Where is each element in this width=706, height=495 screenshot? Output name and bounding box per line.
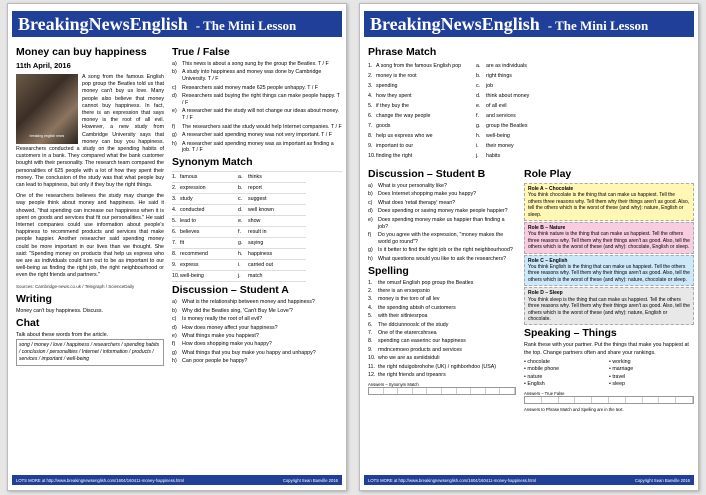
role-cards <box>524 183 694 325</box>
list-item: d) Does spending or saving money make people happier? <box>368 208 508 215</box>
list-item: c) What does 'retail therapy' mean? <box>368 199 456 206</box>
row-letter: f. <box>238 227 248 238</box>
row-number: 10. <box>368 153 376 159</box>
article-column <box>16 44 164 468</box>
phrase-end: habits <box>486 153 501 159</box>
phrase-end: are as individuals <box>486 63 527 69</box>
list-item: 6. The ddciunnooslc of the study <box>368 321 449 328</box>
thing-item: • travel <box>609 373 626 380</box>
row-number: 8. <box>368 133 373 139</box>
phrase-start: how they spent <box>376 93 412 99</box>
chat-text: Talk about these words from the article. <box>16 331 109 338</box>
footer-bar <box>364 475 694 485</box>
row-letter: i. <box>238 260 248 271</box>
row-number: 2. <box>172 183 180 194</box>
row-letter: d. <box>238 205 248 216</box>
phrase-start: important to our <box>376 143 414 149</box>
synonym-word: believes <box>180 227 238 238</box>
answers-note: Answers to Phrase Match and Spelling are in the text. <box>524 407 624 413</box>
phrase-end: well-being <box>486 133 510 139</box>
list-item: e) What things make you happiest? <box>172 333 259 339</box>
phrase-end: right things <box>486 73 512 79</box>
footer-copyright: Copyright Sean Banville 2016 <box>634 477 690 483</box>
row-number: 2. <box>368 73 373 79</box>
synonym-word: well-being <box>180 271 238 282</box>
row-number: 9. <box>172 260 180 271</box>
chat-title: Chat <box>16 316 40 329</box>
discussion-a-title: Discussion – Student A <box>172 284 289 297</box>
discussion-spelling-column <box>368 166 516 468</box>
list-item: 8. spending can easerinc our happiness <box>368 338 466 345</box>
row-letter: c. <box>238 194 248 205</box>
footer-link[interactable]: LOTS MORE at http://www.breakingnewsenglish.com/1604/160411-money-happiness.html <box>368 477 536 483</box>
list-item: f) The researchers said the study would help Internet companies. T / F <box>172 123 342 130</box>
synonym-word: recommend <box>180 249 238 260</box>
thing-item: • working <box>609 358 631 365</box>
list-item: 12. the right friends and trpeanrs <box>368 372 446 379</box>
list-item: f) How does shopping make you happy? <box>172 341 272 348</box>
row-number: 7. <box>368 123 373 129</box>
thing-item: • nature <box>524 373 543 380</box>
thing-item: • mobile phone <box>524 366 560 373</box>
synonym-match: well known <box>248 205 306 216</box>
phrase-match-table <box>368 61 692 161</box>
synonym-match: match <box>248 271 306 282</box>
answers-synonym-label: Answers – Synonym Match <box>368 381 419 387</box>
role-card: Role A – Chocolate You think chocolate is the thing that can make us happiest. Tell the others three reasons why. Tell them why their things aren't as good. Also, tell the others which is the worst of these (and why): nature, English or sleep. <box>524 183 694 221</box>
answers-tf-label: Answers – True False <box>524 391 565 397</box>
synonym-word: famous <box>180 172 238 183</box>
synonym-word: express <box>180 260 238 271</box>
row-letter: c. <box>476 83 481 89</box>
exercises-column <box>172 44 342 468</box>
row-number: 10. <box>172 271 180 282</box>
list-item: b) Why did the Beatles sing, 'Can't Buy Me Love'? <box>172 307 293 314</box>
list-item: h) Can poor people be happy? <box>172 358 248 365</box>
phrase-end: think about money <box>486 93 530 99</box>
synonym-match: happiness <box>248 249 306 260</box>
phrase-match-title: Phrase Match <box>368 46 437 58</box>
phrase-start: finding the right <box>376 153 413 159</box>
phrase-start: A song from the famous English pop <box>376 63 462 69</box>
footer-copyright: Copyright Sean Banville 2016 <box>282 477 338 483</box>
phrase-start: money is the root <box>376 73 417 79</box>
phrase-end: their money <box>486 143 514 149</box>
list-item: 1. the omusf English pop group the Beatles <box>368 279 474 286</box>
list-item: a) This news is about a song sung by the group the Beatles. T / F <box>172 61 329 67</box>
synonym-word: fit <box>180 238 238 249</box>
synonym-word: expression <box>180 183 238 194</box>
synonym-match-table <box>172 171 342 282</box>
thing-item: • marriage <box>609 366 634 373</box>
row-number: 9. <box>368 143 373 149</box>
synonym-word: conducted <box>180 205 238 216</box>
answers-tf-grid <box>524 396 694 404</box>
true-false-list <box>172 61 342 154</box>
row-number: 1. <box>172 172 180 183</box>
row-letter: i. <box>476 143 479 149</box>
phrase-end: group the Beatles <box>486 123 528 129</box>
list-item: 9. rmdncemoeo products and services <box>368 346 462 353</box>
list-item: c) Researchers said money made 625 people unhappy. T / F <box>172 84 319 91</box>
header-banner <box>12 11 342 37</box>
footer-link[interactable]: LOTS MORE at http://www.breakingnewsenglish.com/1604/160411-money-happiness.html <box>16 477 184 483</box>
list-item: c) Is money really the root of all evil? <box>172 316 263 323</box>
article-title: Money can buy happiness <box>16 46 147 58</box>
list-item: 3. money is the toro of all lev <box>368 296 440 303</box>
thing-item: • English <box>524 380 545 387</box>
list-item: 11. the right nduigobrohohe (UK) / ngihborhdoo (USA) <box>368 363 497 370</box>
list-item: b) A study into happiness and money was done by Cambridge University. T / F <box>172 69 322 83</box>
footer-bar <box>12 475 342 485</box>
synonym-match: thinks <box>248 172 306 183</box>
list-item: e) A researcher said the study will not change our ideas about money. T / F <box>172 108 340 122</box>
row-number: 1. <box>368 63 373 69</box>
article-date: 11th April, 2016 <box>16 61 71 70</box>
row-number: 4. <box>368 93 373 99</box>
phrase-start: goods <box>376 123 391 129</box>
synonym-word: study <box>180 194 238 205</box>
row-letter: h. <box>238 249 248 260</box>
list-item: 4. the spending abtsih of customers <box>368 304 456 311</box>
synonym-match-title: Synonym Match <box>172 156 253 169</box>
discussion-b-title: Discussion – Student B <box>368 168 486 180</box>
article-sources: Sources: Cambridge-news.co.uk / Telegraph / ScienceDaily <box>16 283 135 289</box>
list-item: b) Does Internet shopping make you happy? <box>368 191 477 198</box>
list-item: a) What is the relationship between money and happiness? <box>172 299 315 306</box>
row-number: 5. <box>172 216 180 227</box>
row-number: 7. <box>172 238 180 249</box>
list-item: 5. with their sitlniesrpoa <box>368 313 428 320</box>
row-letter: j. <box>476 153 479 159</box>
article-paragraph-1: A song from the famous English pop group the Beatles told us that money can't buy us love. Many people also believe that money cannot buy happiness. In fact, there is an expression that says money is the root of all evil. However, a new study from Cambridge University says that money can buy you happiness. Researchers conducted a study on the spending habits of customers in a bank. They compared what the bank customer bought with their personality. The research team compared the personalities of 625 people with a lot of how they spent their money. The conclusion of the study was that what people buy can lead to happiness, but only if they buy the right things. <box>16 74 164 189</box>
worksheet-page-1 <box>7 3 347 491</box>
synonym-match: result in <box>248 227 306 238</box>
worksheet-page-2 <box>359 3 699 491</box>
article-photo <box>16 74 78 144</box>
row-letter: j. <box>238 271 248 282</box>
row-letter: g. <box>238 238 248 249</box>
speaking-text: Rank these with your partner. Put the things that make you happiest at the top. Change partners often and share your rankings. <box>524 342 689 356</box>
row-number: 4. <box>172 205 180 216</box>
row-letter: h. <box>476 133 481 139</box>
row-number: 8. <box>172 249 180 260</box>
synonym-word: lead to <box>180 216 238 227</box>
thing-item: • chocolate <box>524 358 551 365</box>
spelling-list <box>368 280 516 379</box>
row-letter: e. <box>238 216 248 227</box>
row-letter: b. <box>238 183 248 194</box>
list-item: 10. who we are as avniidsiduli <box>368 355 440 362</box>
mini-lesson-label: - The Mini Lesson <box>195 18 297 33</box>
row-letter: a. <box>238 172 248 183</box>
header-banner <box>364 11 694 37</box>
discussion-a-list <box>172 299 342 365</box>
row-number: 5. <box>368 103 373 109</box>
brand-title: BreakingNewsEnglish <box>18 14 188 34</box>
row-letter: f. <box>476 113 479 119</box>
phrase-start: change the way people <box>376 113 431 119</box>
row-number: 3. <box>172 194 180 205</box>
list-item: d) Researchers said buying the right things can make people happy. T / F <box>172 93 340 107</box>
synonym-match: suggest <box>248 194 306 205</box>
roleplay-speaking-column <box>524 166 694 468</box>
row-number: 3. <box>368 83 373 89</box>
list-item: g) Is it better to find the right job or the right neighbourhood? <box>368 247 513 254</box>
chat-word-box: song / money / love / happiness / researchers / spending habits / conclusion / personalities / Internet / information / products / services / important / well-being <box>16 339 164 366</box>
row-letter: e. <box>476 103 481 109</box>
list-item: h) What questions would you like to ask the researchers? <box>368 255 507 262</box>
article-body <box>16 74 164 280</box>
list-item: e) Does spending money make us happier than finding a job? <box>368 216 505 230</box>
role-card: Role C – English You think English is the thing that can make us happiest. Tell the others three reasons why. Tell them why their things aren't as good. Also, tell the others which is the worst of these (and why): nature, chocolate or sleep. <box>524 255 694 287</box>
role-card: Role B – Nature You think nature is the thing that can make us happiest. Tell the others three reasons why. Tell them why their things aren't as good. Also, tell the others which is the worst of these (and why): chocolate, English or sleep. <box>524 222 694 254</box>
list-item: h) A researcher said spending money was as important as finding a job. T / F <box>172 140 334 154</box>
mini-lesson-label: - The Mini Lesson <box>547 18 649 33</box>
thing-item: • sleep <box>609 380 625 387</box>
discussion-b-list <box>368 183 516 263</box>
row-letter: a. <box>476 63 481 69</box>
row-number: 6. <box>368 113 373 119</box>
role-card: Role D – Sleep You think sleep is the thing that can make us happiest. Tell the others three reasons why. Tell them why their things aren't as good. Also, tell the others which is the worst of these (and why): nature, English or chocolate. <box>524 287 694 325</box>
writing-title: Writing <box>16 292 52 305</box>
phrase-start: spending <box>376 83 398 89</box>
answers-synonym-grid <box>368 387 516 395</box>
row-letter: g. <box>476 123 481 129</box>
photo-caption: breaking english news <box>29 133 65 138</box>
list-item: 7. One of the etarercshrsea <box>368 330 437 336</box>
synonym-match: report <box>248 183 306 194</box>
row-letter: d. <box>476 93 481 99</box>
spelling-title: Spelling <box>368 264 409 277</box>
synonym-match: show <box>248 216 306 227</box>
phrase-start: help us express who we <box>376 133 433 139</box>
synonym-match: saying <box>248 238 306 249</box>
phrase-end: job <box>486 83 494 89</box>
true-false-title: True / False <box>172 46 230 58</box>
list-item: a) What is your personality like? <box>368 183 447 189</box>
writing-text: Money can't buy happiness. Discuss. <box>16 307 103 314</box>
phrase-match-section <box>368 44 692 161</box>
speaking-title: Speaking – Things <box>524 327 617 340</box>
brand-title: BreakingNewsEnglish <box>370 14 540 34</box>
list-item: 2. there is an erxsepsnio <box>368 287 430 294</box>
article-paragraph-2: One of the researchers believes the study may change the way people think about money and happiness. He said it showed, "that spending can increase our happiness when it is spent on goods and services that fit our personalities." He said Internet companies could use information about people's happiness to recommend products and services that make people happier. Another researcher said spending money could be more important in our lives than we thought. She said: "Spending money on products that help us express who we are as individuals could turn out to be as important to our well-being as finding the right job, the right neighbourhood or even the right friends and partners." <box>16 193 164 279</box>
synonym-match: carried out <box>248 260 306 271</box>
phrase-start: if they buy the <box>376 103 409 109</box>
phrase-end: of all evil <box>486 103 507 109</box>
list-item: f) Do you agree with the expression, "money makes the world go round"? <box>368 231 504 245</box>
list-item: g) What things that you buy make you happy and unhappy? <box>172 349 316 356</box>
role-play-title: Role Play <box>524 168 572 180</box>
list-item: d) How does money affect your happiness? <box>172 324 278 331</box>
things-list <box>524 359 694 389</box>
list-item: g) A researcher said spending money was not very important. T / F <box>172 132 332 139</box>
phrase-end: and services <box>486 113 516 119</box>
row-letter: b. <box>476 73 481 79</box>
row-number: 6. <box>172 227 180 238</box>
